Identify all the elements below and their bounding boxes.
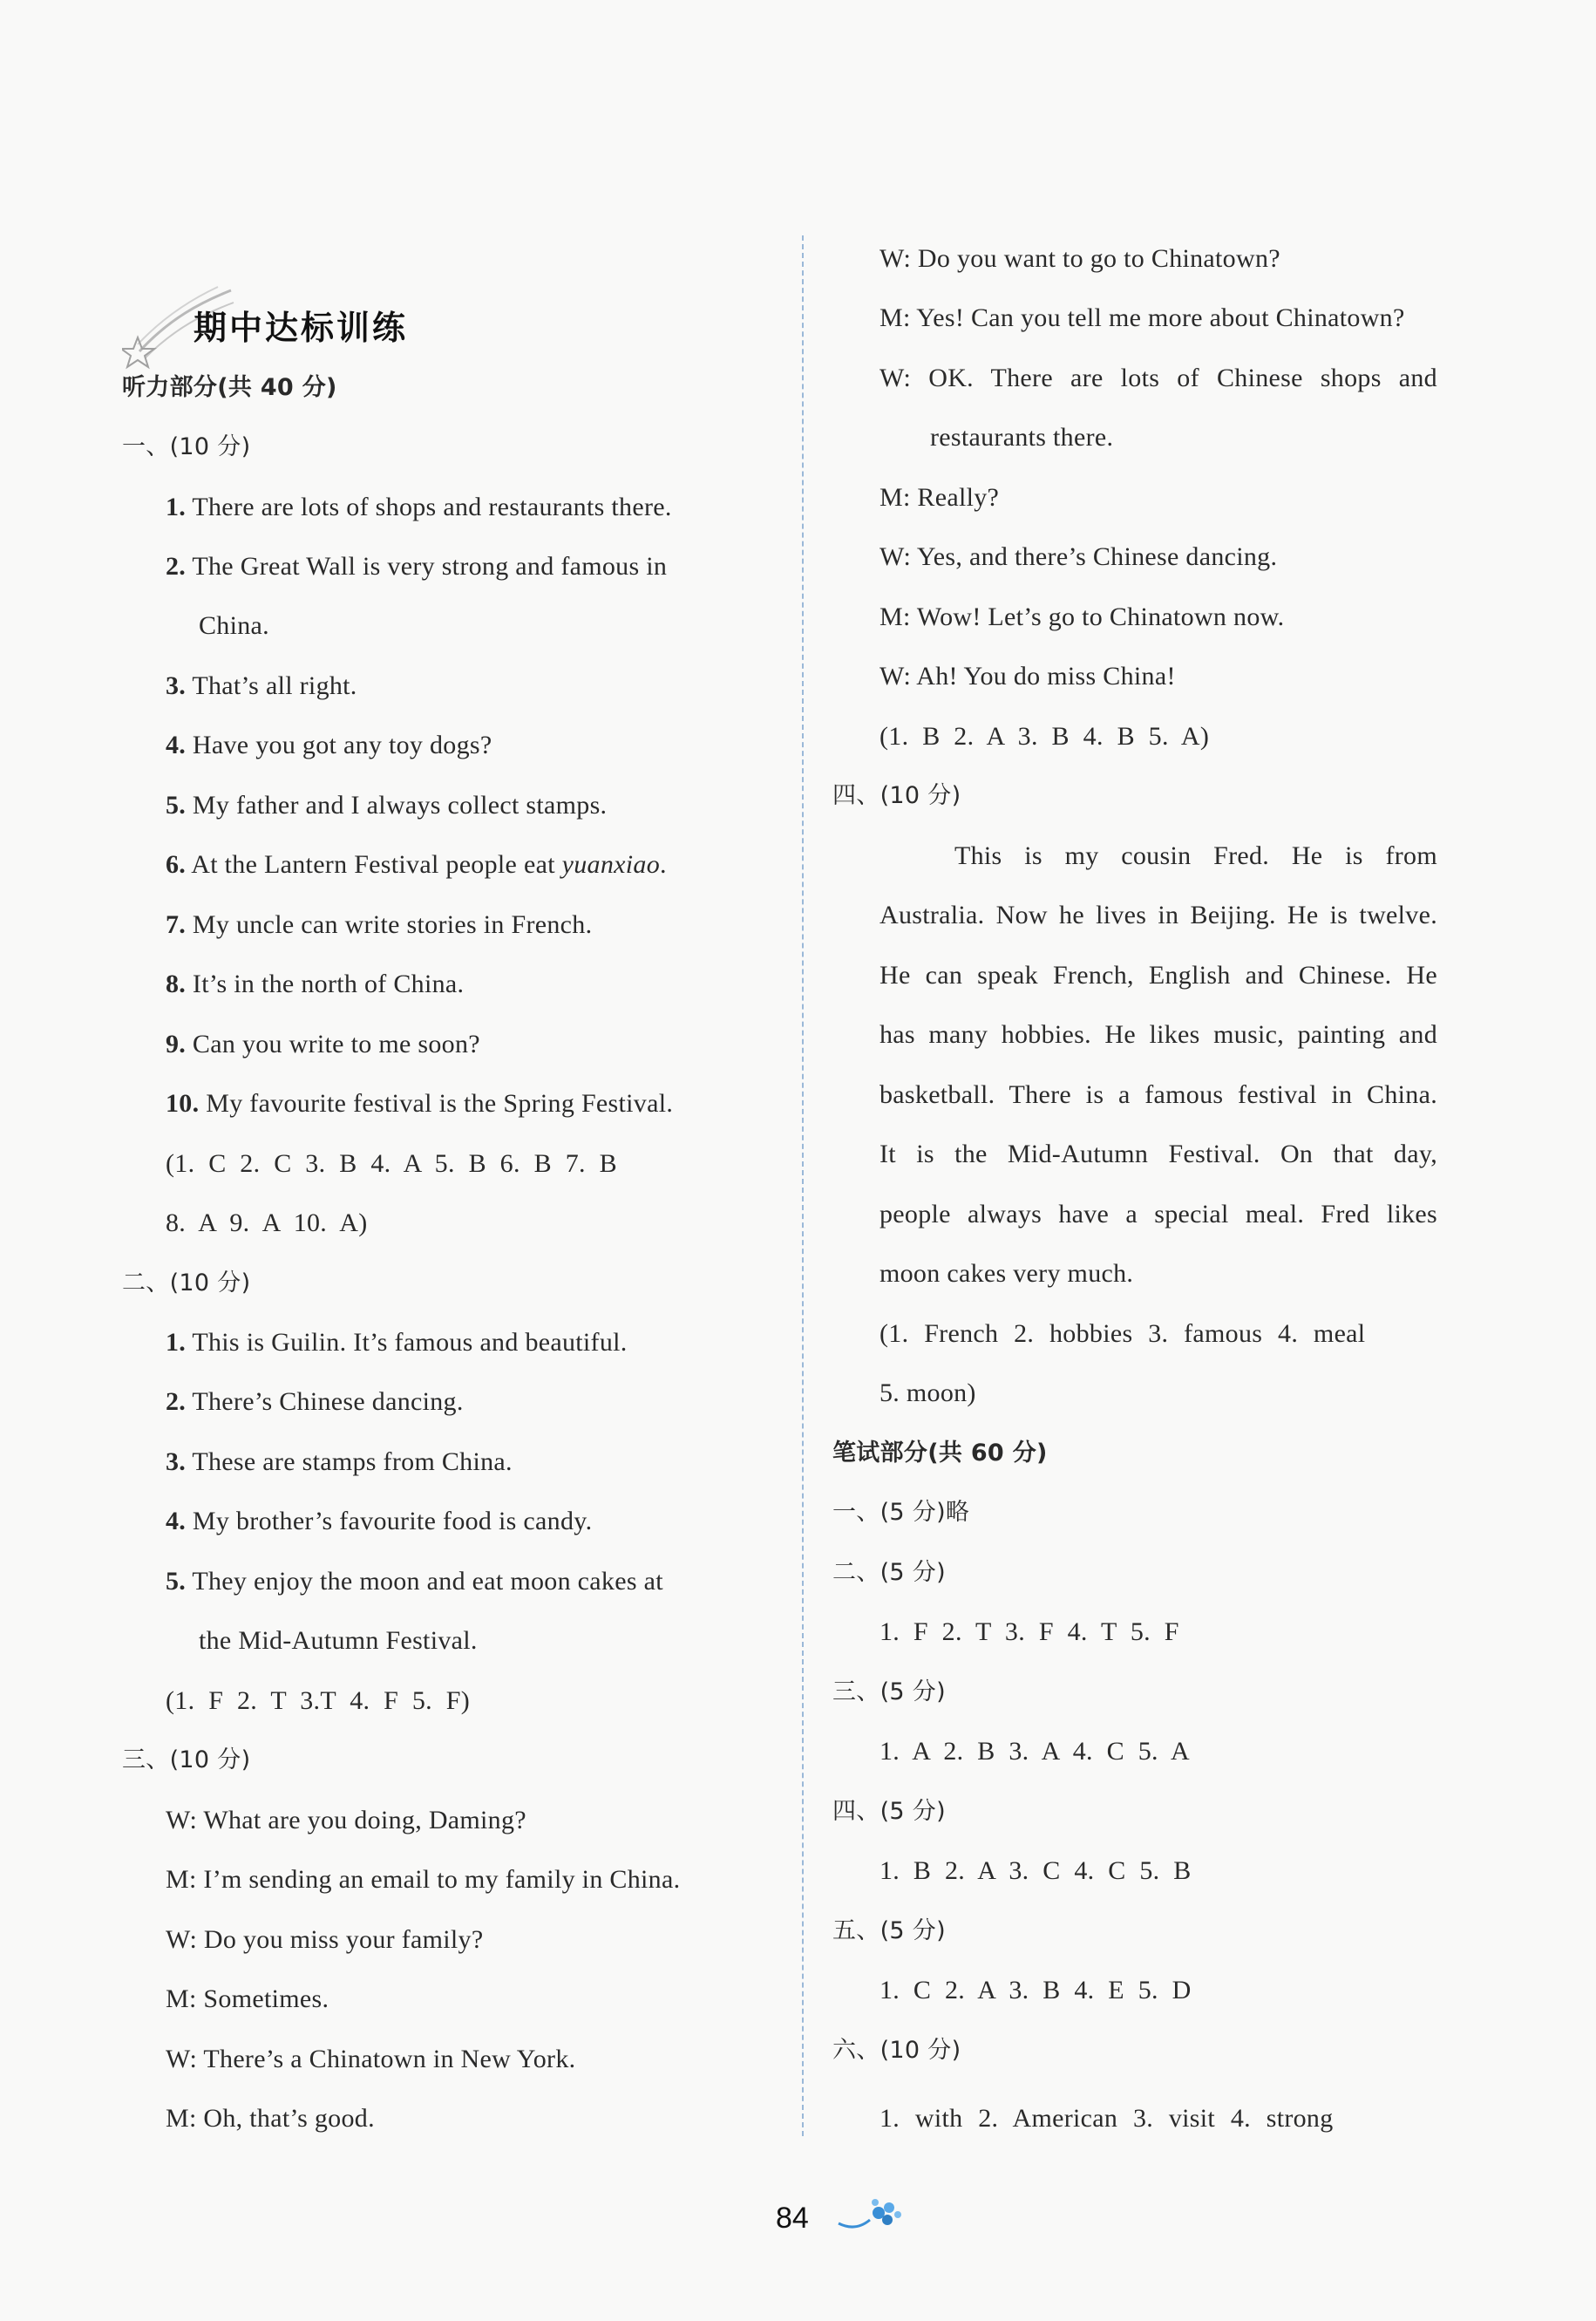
part1-item-7 (166, 908, 592, 943)
item-number: 9. (166, 1030, 187, 1058)
written-part5-header: 五、(5 分) (832, 1917, 946, 1944)
written-section-header: 笔试部分(共 60 分) (832, 1440, 1048, 1467)
part2-item-5-cont: the Mid-Autumn Festival. (199, 1626, 478, 1655)
item-number: 3. (166, 671, 187, 700)
written-part6-header: 六、(10 分) (832, 2037, 961, 2064)
item-italic-word: yuanxiao (561, 850, 661, 879)
dialogue-line: W: There’s a Chinatown in New York. (166, 2045, 576, 2073)
flower-swirl-icon (837, 2197, 907, 2237)
item-text: My brother’s favourite food is candy. (192, 1507, 593, 1535)
written-part2-answers: 1. F 2. T 3. F 4. T 5. F (879, 1617, 1179, 1646)
part1-item-5 (166, 788, 607, 823)
dialogue-line: W: Ah! You do miss China! (879, 662, 1176, 691)
listening-section-header: 听力部分(共 40 分) (122, 374, 337, 401)
part1-item-9 (166, 1027, 480, 1062)
written-part1: 一、(5 分)略 (832, 1499, 970, 1526)
written-part4-answers: 1. B 2. A 3. C 4. C 5. B (879, 1856, 1192, 1885)
part4-answers-line1: (1. French 2. hobbies 3. famous 4. meal (879, 1319, 1366, 1348)
written-part6-answers: 1. with 2. American 3. visit 4. strong (879, 2104, 1334, 2133)
item-number: 10. (166, 1089, 200, 1118)
part3-header: 三、(10 分) (122, 1746, 251, 1773)
item-text: My father and I always collect stamps. (192, 791, 608, 820)
written-part4-header: 四、(5 分) (832, 1798, 946, 1825)
dialogue-line: M: Sometimes. (166, 1984, 329, 2013)
part4-header: 四、(10 分) (832, 782, 961, 809)
item-number: 6. (166, 850, 187, 879)
title-block (122, 283, 558, 353)
dialogue-line: M: Really? (879, 483, 1000, 512)
item-number: 8. (166, 970, 187, 998)
written-part5-answers: 1. C 2. A 3. B 4. E 5. D (879, 1976, 1192, 2004)
passage-line: This is my cousin Fred. He is from (954, 841, 1437, 870)
item-text: It’s in the north of China. (192, 970, 465, 998)
dialogue-line: W: What are you doing, Daming? (166, 1806, 526, 1834)
part3-answers: (1. B 2. A 3. B 4. B 5. A) (879, 722, 1210, 751)
item-number: 2. (166, 552, 187, 581)
item-text: My favourite festival is the Spring Festival. (206, 1089, 674, 1118)
dialogue-line: W: Yes, and there’s Chinese dancing. (879, 542, 1278, 571)
part1-answers-line2: 8. A 9. A 10. A) (166, 1208, 368, 1237)
dialogue-line: M: Oh, that’s good. (166, 2104, 375, 2133)
item-text: Can you write to me soon? (192, 1030, 480, 1058)
dialogue-line: M: I’m sending an email to my family in China. (166, 1865, 681, 1894)
item-text: At the Lantern Festival people eat (191, 850, 555, 879)
passage-line: moon cakes very much. (879, 1259, 1134, 1288)
item-text: This is Guilin. It’s famous and beautiful. (192, 1328, 628, 1357)
dialogue-line: W: OK. There are lots of Chinese shops and (879, 364, 1437, 392)
part1-item-2 (166, 549, 667, 584)
item-text: They enjoy the moon and eat moon cakes at (192, 1567, 663, 1596)
part2-answers: (1. F 2. T 3.T 4. F 5. F) (166, 1686, 471, 1715)
item-number: 4. (166, 731, 187, 759)
written-part2-header: 二、(5 分) (832, 1559, 946, 1586)
dialogue-line: W: Do you want to go to Chinatown? (879, 244, 1280, 273)
part2-item-1 (166, 1325, 628, 1360)
passage-line: has many hobbies. He likes music, painting and (879, 1020, 1437, 1049)
passage-line: It is the Mid-Autumn Festival. On that day, (879, 1140, 1437, 1168)
item-text: The Great Wall is very strong and famous in (192, 552, 668, 581)
part1-header: 一、(10 分) (122, 433, 251, 460)
item-number: 2. (166, 1387, 187, 1416)
page-number: 84 (776, 2202, 809, 2235)
item-number: 1. (166, 493, 187, 521)
column-divider (802, 235, 804, 2136)
item-number: 3. (166, 1447, 187, 1476)
passage-line: basketball. There is a famous festival in China. (879, 1080, 1437, 1109)
item-text: These are stamps from China. (192, 1447, 513, 1476)
dialogue-line: M: Wow! Let’s go to Chinatown now. (879, 602, 1285, 631)
passage-line: people always have a special meal. Fred likes (879, 1200, 1437, 1229)
item-number: 7. (166, 910, 187, 939)
item-text: That’s all right. (192, 671, 357, 700)
part1-item-3 (166, 669, 357, 704)
part2-item-2 (166, 1385, 464, 1419)
part2-item-4 (166, 1504, 592, 1539)
item-text: My uncle can write stories in French. (192, 910, 593, 939)
part4-answers-line2: 5. moon) (879, 1378, 976, 1407)
dialogue-line: M: Yes! Can you tell me more about Chinatown? (879, 303, 1405, 332)
item-text: Have you got any toy dogs? (192, 731, 492, 759)
part1-item-4 (166, 728, 492, 763)
dialogue-line: W: Do you miss your family? (166, 1925, 484, 1954)
passage-line: Australia. Now he lives in Beijing. He is twelve. (879, 901, 1437, 929)
item-number: 5. (166, 791, 187, 820)
part2-header: 二、(10 分) (122, 1269, 251, 1297)
written-part3-answers: 1. A 2. B 3. A 4. C 5. A (879, 1737, 1190, 1766)
part1-item-1 (166, 490, 672, 525)
dialogue-line-cont: restaurants there. (930, 423, 1114, 452)
part2-item-5 (166, 1564, 663, 1599)
part1-item-2-cont: China. (199, 611, 269, 640)
part1-item-10 (166, 1086, 673, 1121)
page-title: 期中达标训练 (194, 309, 409, 347)
item-number: 4. (166, 1507, 187, 1535)
written-part3-header: 三、(5 分) (832, 1678, 946, 1705)
item-number: 1. (166, 1328, 187, 1357)
part1-answers-line1: (1. C 2. C 3. B 4. A 5. B 6. B 7. B (166, 1149, 617, 1178)
part1-item-6: 6. At the Lantern Festival people eat yuanxiao. (166, 850, 667, 879)
part1-item-8 (166, 967, 464, 1002)
item-number: 5. (166, 1567, 187, 1596)
part2-item-3 (166, 1445, 513, 1480)
item-text: There’s Chinese dancing. (192, 1387, 464, 1416)
passage-line: He can speak French, English and Chinese. He (879, 961, 1437, 990)
item-text: There are lots of shops and restaurants there. (192, 493, 672, 521)
